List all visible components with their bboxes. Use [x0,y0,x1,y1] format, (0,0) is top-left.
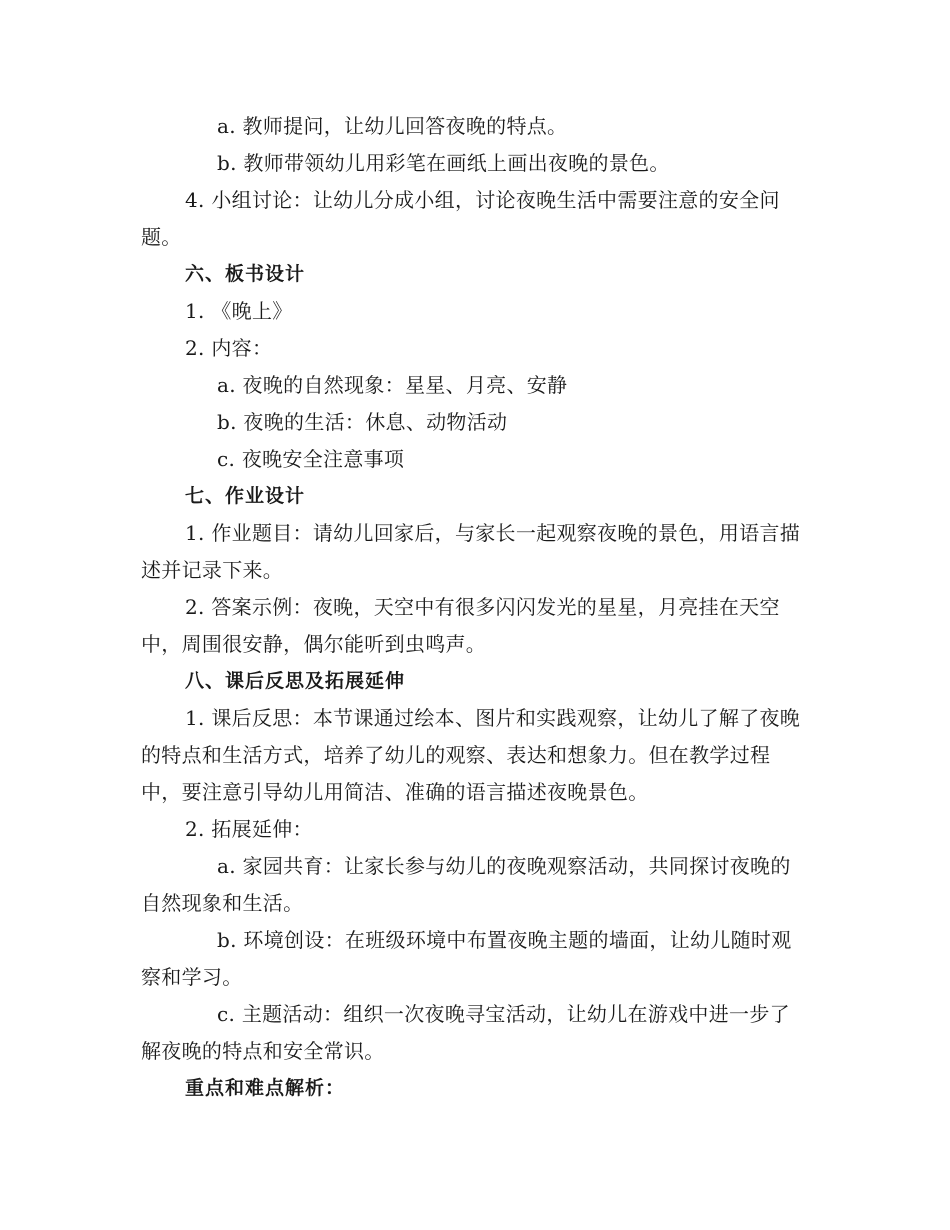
list-item-group-discussion: 4. 小组讨论：让幼儿分成小组，讨论夜晚生活中需要注意的安全问题。 [141,188,780,249]
document-body [141,108,806,1107]
board-item-content: 2. 内容： [185,336,273,360]
extension-item: 2. 拓展延伸： [185,817,313,841]
board-subitem-life: b. 夜晚的生活：休息、动物活动 [217,410,508,434]
section-heading-board-design: 六、板书设计 [185,263,306,285]
list-item-b-drawing: b. 教师带领幼儿用彩笔在画纸上画出夜晚的景色。 [217,151,670,175]
extension-subitem-environment: b. 环境创设：在班级环境中布置夜晚主题的墙面，让幼儿随时观察和学习。 [141,928,792,989]
board-subitem-safety: c. 夜晚安全注意事项 [217,447,405,471]
extension-subitem-home: a. 家园共育：让家长参与幼儿的夜晚观察活动，共同探讨夜晚的自然现象和生活。 [141,854,791,915]
section-heading-key-points: 重点和难点解析： [185,1077,346,1099]
section-heading-reflection: 八、课后反思及拓展延伸 [185,670,406,692]
reflection-item: 1. 课后反思：本节课通过绘本、图片和实践观察，让幼儿了解了夜晚的特点和生活方式，培养了幼儿的观察、表达和想象力。但在教学过程中，要注意引导幼儿用简洁、准确的语言描述夜晚景色。 [141,706,801,804]
extension-subitem-activity: c. 主题活动：组织一次夜晚寻宝活动，让幼儿在游戏中进一步了解夜晚的特点和安全常识。 [141,1002,790,1063]
homework-item-answer: 2. 答案示例：夜晚，天空中有很多闪闪发光的星星，月亮挂在天空中，周围很安静，偶尔能听到虫鸣声。 [141,595,780,656]
list-item-a-question: a. 教师提问，让幼儿回答夜晚的特点。 [217,114,568,138]
section-heading-homework: 七、作业设计 [185,485,306,507]
board-item-title: 1. 《晚上》 [185,299,293,323]
board-subitem-phenomena: a. 夜晚的自然现象：星星、月亮、安静 [217,373,568,397]
homework-item-topic: 1. 作业题目：请幼儿回家后，与家长一起观察夜晚的景色，用语言描述并记录下来。 [141,521,801,582]
